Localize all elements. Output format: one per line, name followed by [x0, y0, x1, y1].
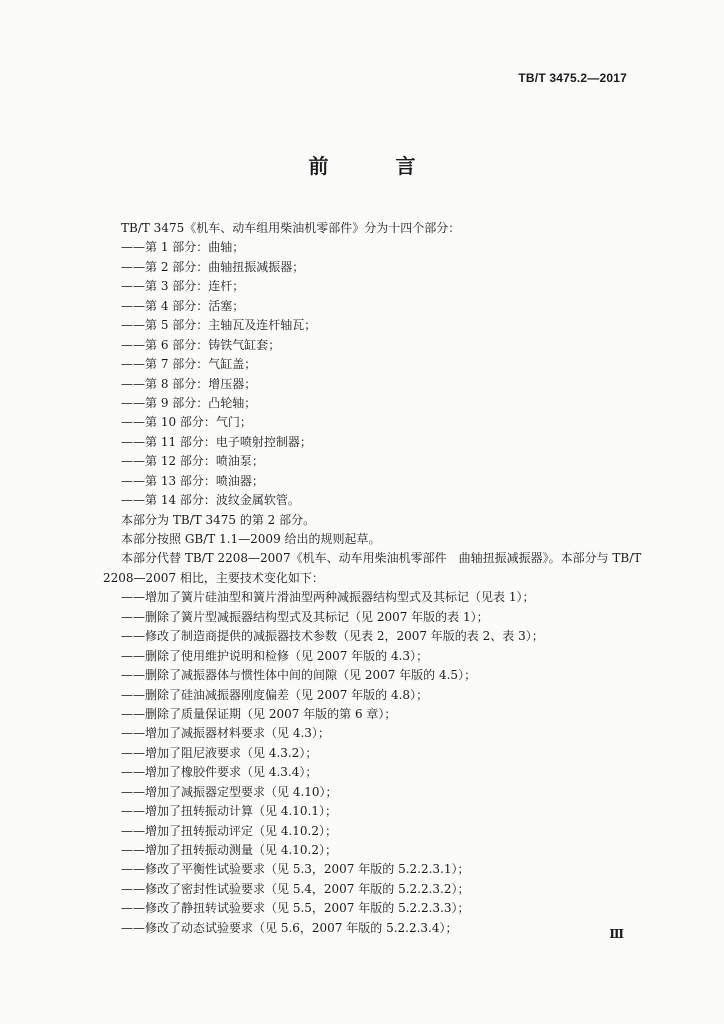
list-item: ——第 4 部分：活塞；: [121, 298, 245, 313]
list-item: ——删除了减振器体与惯性体中间的间隙（见 2007 年版的 4.5）；: [121, 668, 477, 683]
list-item: ——修改了制造商提供的减振器技术参数（见表 2，2007 年版的表 2、表 3）；: [121, 629, 544, 644]
list-item: ——第 5 部分：主轴瓦及连杆轴瓦；: [121, 318, 317, 333]
list-item: ——修改了密封性试验要求（见 5.4，2007 年版的 5.2.2.3.2）；: [121, 881, 470, 896]
document-code: TB/T 3475.2—2017: [518, 71, 627, 85]
list-item: ——第 9 部分：凸轮轴；: [121, 395, 257, 410]
list-item: ——第 6 部分：铸铁气缸套；: [121, 337, 281, 352]
list-item: ——第 2 部分：曲轴扭振减振器；: [121, 259, 305, 274]
list-item: ——第 14 部分：波纹金属软管。: [121, 493, 300, 508]
list-item: ——增加了减振器定型要求（见 4.10）；: [121, 784, 338, 799]
list-item: ——第 10 部分：气门；: [121, 415, 252, 430]
list-item: ——第 7 部分：气缸盖；: [121, 357, 257, 372]
paragraph-line: TB/T 3475《机车、动车组用柴油机零部件》分为十四个部分：: [121, 221, 461, 235]
list-item: ——第 1 部分：曲轴；: [121, 240, 245, 255]
list-item: ——修改了动态试验要求（见 5.6，2007 年版的 5.2.2.3.4）；: [121, 920, 458, 935]
list-item: ——增加了阻尼液要求（见 4.3.2）；: [121, 745, 318, 760]
list-item: ——第 13 部分：喷油器；: [121, 473, 264, 488]
list-item: ——删除了使用维护说明和检修（见 2007 年版的 4.3）；: [121, 648, 429, 663]
document-body: [103, 219, 642, 938]
page-number: Ⅲ: [609, 927, 624, 941]
page-title: 前 言: [308, 154, 446, 178]
list-item: ——第 3 部分：连杆；: [121, 279, 245, 294]
list-item: ——增加了橡胶件要求（见 4.3.4）；: [121, 765, 318, 780]
list-item: ——增加了扭转振动评定（见 4.10.2）；: [121, 823, 337, 838]
list-item: ——增加了扭转振动测量（见 4.10.2）；: [121, 843, 337, 857]
list-item: ——第 11 部分：电子喷射控制器；: [121, 434, 312, 449]
list-item: ——第 8 部分：增压器；: [121, 376, 257, 391]
paragraph-line: 本部分按照 GB/T 1.1—2009 给出的规则起草。: [121, 532, 381, 546]
list-item: ——第 12 部分：喷油泵；: [121, 454, 264, 469]
list-item: ——删除了簧片型减振器结构型式及其标记（见 2007 年版的表 1）；: [121, 609, 489, 624]
paragraph-line: 2208—2007 相比，主要技术变化如下：: [103, 570, 324, 585]
list-item: ——删除了硅油减振器刚度偏差（见 2007 年版的 4.8）；: [121, 687, 429, 702]
list-item: ——增加了扭转振动计算（见 4.10.1）；: [121, 804, 337, 819]
list-item: ——修改了静扭转试验要求（见 5.5，2007 年版的 5.2.2.3.3）；: [121, 901, 470, 916]
list-item: ——增加了减振器材料要求（见 4.3）；: [121, 726, 330, 741]
paragraph-line: 本部分为 TB/T 3475 的第 2 部分。: [121, 512, 316, 527]
list-item: ——删除了质量保证期（见 2007 年版的第 6 章）；: [121, 706, 397, 721]
paragraph-line: 本部分代替 TB/T 2208—2007《机车、动车用柴油机零部件 曲轴扭振减振器》。本部分与 TB/T: [121, 551, 642, 566]
list-item: ——增加了簧片硅油型和簧片滑油型两种减振器结构型式及其标记（见表 1）；: [121, 590, 535, 605]
list-item: ——修改了平衡性试验要求（见 5.3，2007 年版的 5.2.2.3.1）；: [121, 862, 470, 877]
